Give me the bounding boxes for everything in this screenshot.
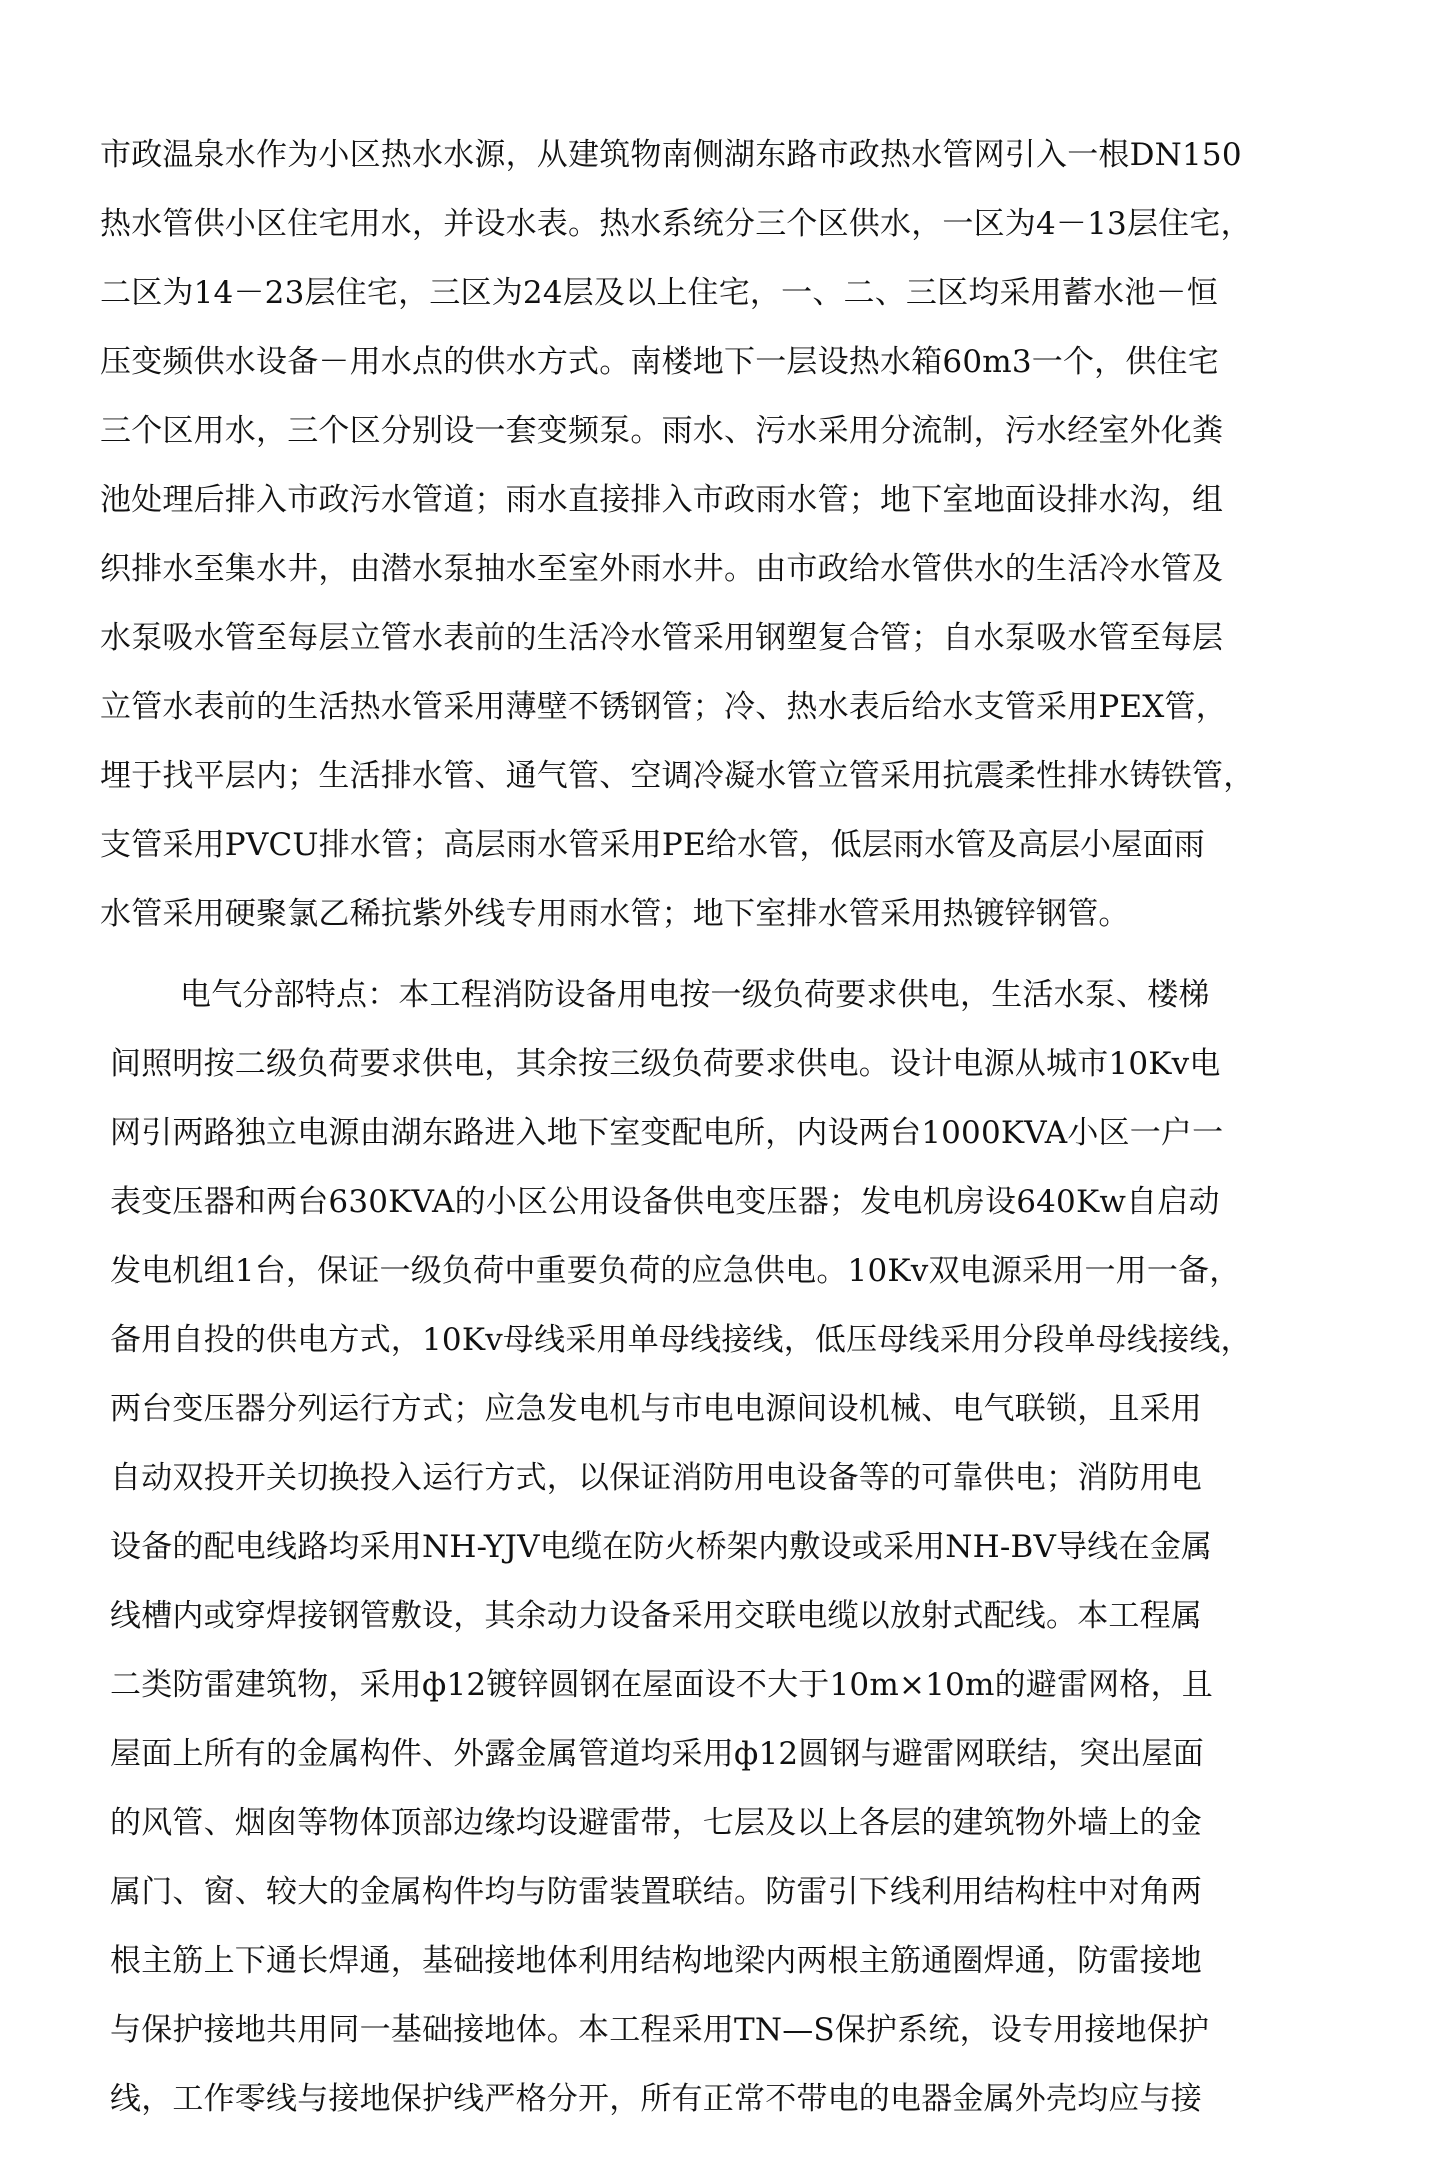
text-line: 水泵吸水管至每层立管水表前的生活冷水管采用钢塑复合管；自水泵吸水管至每层: [100, 620, 1224, 656]
text-line: 电气分部特点：本工程消防设备用电按一级负荷要求供电，生活水泵、楼梯: [180, 977, 1210, 1013]
text-line: 池处理后排入市政污水管道；雨水直接排入市政雨水管；地下室地面设排水沟，组: [100, 482, 1224, 518]
text-line: 压变频供水设备－用水点的供水方式。南楼地下一层设热水箱60m3一个，供住宅: [100, 344, 1219, 380]
text-line: 市政温泉水作为小区热水水源，从建筑物南侧湖东路市政热水管网引入一根DN150: [100, 137, 1242, 173]
text-line: 织排水至集水井，由潜水泵抽水至室外雨水井。由市政给水管供水的生活冷水管及: [100, 551, 1224, 587]
text-line: 二类防雷建筑物，采用ф12镀锌圆钢在屋面设不大于10m×10m的避雷网格，且: [110, 1667, 1213, 1703]
text-line: 埋于找平层内；生活排水管、通气管、空调冷凝水管立管采用抗震柔性排水铸铁管，: [100, 758, 1255, 794]
text-line: 水管采用硬聚氯乙稀抗紫外线专用雨水管；地下室排水管采用热镀锌钢管。: [100, 896, 1130, 932]
text-line: 的风管、烟囱等物体顶部边缘均设避雷带，七层及以上各层的建筑物外墙上的金: [110, 1805, 1202, 1841]
text-line: 自动双投开关切换投入运行方式，以保证消防用电设备等的可靠供电；消防用电: [110, 1460, 1202, 1496]
text-line: 设备的配电线路均采用NH-YJV电缆在防火桥架内敷设或采用NH-BV导线在金属: [110, 1529, 1213, 1565]
text-line: 热水管供小区住宅用水，并设水表。热水系统分三个区供水，一区为4－13层住宅，: [100, 206, 1252, 242]
text-line: 属门、窗、较大的金属构件均与防雷装置联结。防雷引下线利用结构柱中对角两: [110, 1874, 1202, 1910]
text-line: 网引两路独立电源由湖东路进入地下室变配电所，内设两台1000KVA小区一户一: [110, 1115, 1224, 1151]
text-line: 备用自投的供电方式，10Kv母线采用单母线接线，低压母线采用分段单母线接线，: [110, 1322, 1252, 1358]
text-line: 两台变压器分列运行方式；应急发电机与市电电源间设机械、电气联锁，且采用: [110, 1391, 1202, 1427]
text-line: 屋面上所有的金属构件、外露金属管道均采用ф12圆钢与避雷网联结，突出屋面: [110, 1736, 1204, 1772]
text-line: 间照明按二级负荷要求供电，其余按三级负荷要求供电。设计电源从城市10Kv电: [110, 1046, 1221, 1082]
text-line: 支管采用PVCU排水管；高层雨水管采用PE给水管，低层雨水管及高层小屋面雨: [100, 827, 1205, 863]
text-line: 立管水表前的生活热水管采用薄壁不锈钢管；冷、热水表后给水支管采用PEX管，: [100, 689, 1227, 725]
text-line: 根主筋上下通长焊通，基础接地体利用结构地梁内两根主筋通圈焊通，防雷接地: [110, 1943, 1202, 1979]
text-line: 表变压器和两台630KVA的小区公用设备供电变压器；发电机房设640Kw自启动: [110, 1184, 1220, 1220]
text-line: 线，工作零线与接地保护线严格分开，所有正常不带电的电器金属外壳均应与接: [110, 2081, 1202, 2117]
text-line: 发电机组1台，保证一级负荷中重要负荷的应急供电。10Kv双电源采用一用一备，: [110, 1253, 1241, 1289]
text-line: 与保护接地共用同一基础接地体。本工程采用TN—S保护系统，设专用接地保护: [110, 2012, 1210, 2048]
text-line: 三个区用水，三个区分别设一套变频泵。雨水、污水采用分流制，污水经室外化粪: [100, 413, 1224, 449]
text-line: 线槽内或穿焊接钢管敷设，其余动力设备采用交联电缆以放射式配线。本工程属: [110, 1598, 1202, 1634]
text-line: 二区为14－23层住宅，三区为24层及以上住宅，一、二、三区均采用蓄水池－恒: [100, 275, 1218, 311]
